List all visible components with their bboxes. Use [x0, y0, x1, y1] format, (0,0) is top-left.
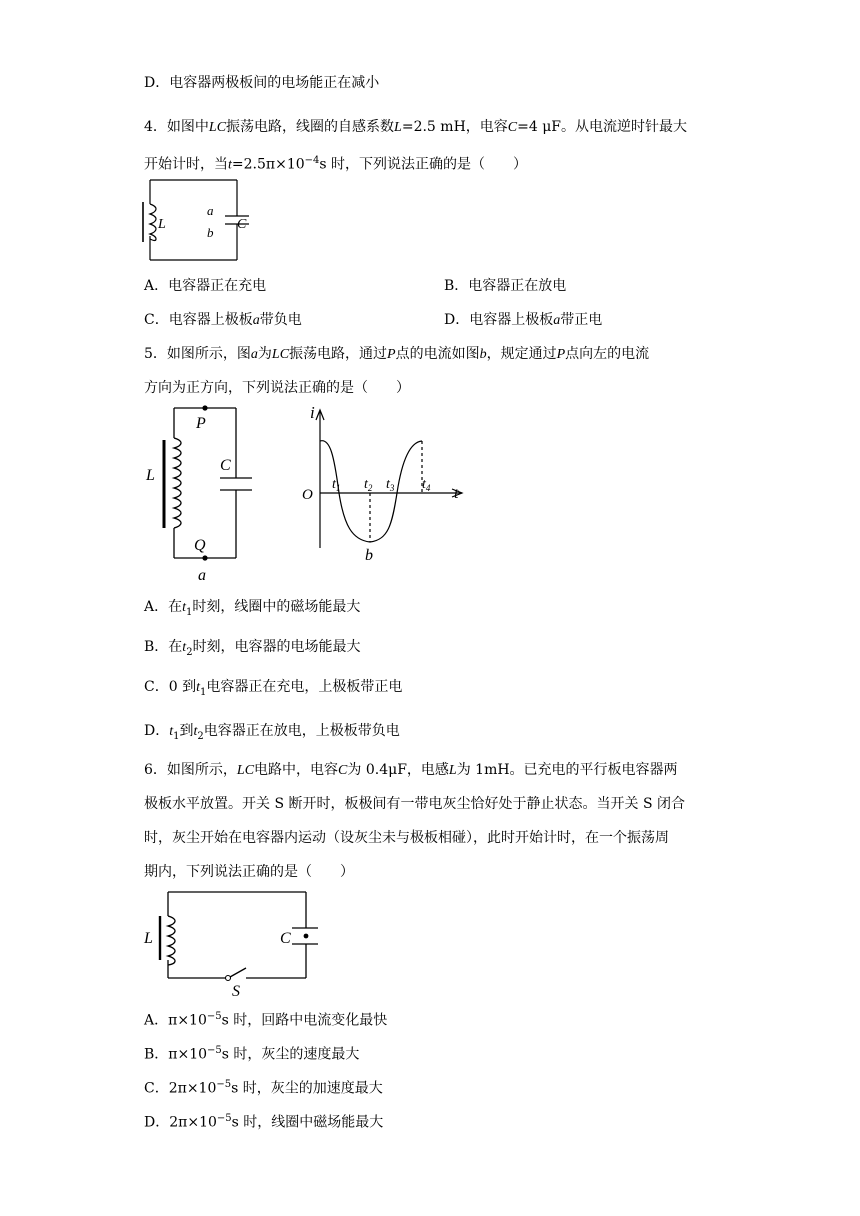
q6-option-b: B．$\pi\times 10^{-5}s$ 时，灰尘的速度最大	[144, 1045, 360, 1063]
q3-option-d: D．电容器两极板间的电场能正在减小	[144, 75, 380, 91]
q4-stem-line1: 4．如图中LC振荡电路，线圈的自感系数L=2.5 mH，电容C=4 μF。从电流逆时针最大	[144, 119, 688, 135]
q4-option-d: D．电容器上极板a带正电	[444, 312, 603, 328]
q5-option-c: C．0 到$t_1$电容器正在充电，上极板带正电	[144, 679, 403, 698]
q6-option-d: D．$2\pi\times 10^{-5}s$ 时，线圈中磁场能最大	[144, 1113, 384, 1131]
q5-fig-Q-label: Q	[194, 537, 206, 554]
q6-stem-line4: 期内，下列说法正确的是（ ）	[144, 864, 354, 880]
q5-graph-t4-label: $t_4$	[422, 477, 431, 493]
q5-graph-t2-label: $t_2$	[364, 477, 373, 493]
q4-fig-a-label: a	[207, 203, 214, 218]
q5-graph-t1-label: $t_1$	[332, 477, 341, 493]
q5-current-graph-b	[296, 400, 476, 565]
q5-fig-a-label: a	[198, 567, 206, 584]
q5-graph-i-axis-label: i	[310, 403, 315, 422]
q4-option-b: B．电容器正在放电	[444, 278, 567, 294]
q4-option-c: C．电容器上极板a带负电	[144, 312, 302, 328]
q6-fig-C-label: C	[280, 930, 291, 947]
q5-graph-t-axis-label: t	[454, 485, 459, 502]
q6-stem-line2: 极板水平放置。开关 S 断开时，板极间有一带电灰尘恰好处于静止状态。当开关 S 闭合	[144, 796, 685, 812]
q5-graph-b-label: b	[365, 547, 373, 564]
q6-option-c: C．$2\pi\times 10^{-5}s$ 时，灰尘的加速度最大	[144, 1079, 383, 1097]
q5-stem-line2: 方向为正方向，下列说法正确的是（ ）	[144, 380, 410, 396]
q6-stem-line1: 6．如图所示，LC电路中，电容C为 0.4μF，电感L为 1mH。已充电的平行板电容器两	[144, 762, 678, 778]
q5-circuit-diagram-a	[140, 400, 260, 585]
q5-fig-C-label: C	[220, 457, 231, 474]
q4-fig-C-label: C	[237, 217, 247, 232]
q4-fig-L-label: L	[158, 217, 166, 232]
q5-fig-P-label: P	[196, 415, 206, 432]
q6-fig-S-label: S	[232, 983, 240, 1000]
q5-fig-L-label: L	[146, 467, 155, 484]
q4-option-a: A．电容器正在充电	[144, 278, 267, 294]
q5-stem-line1: 5．如图所示，图a为LC振荡电路，通过P点的电流如图b，规定通过P点向左的电流	[144, 346, 650, 362]
q6-circuit-diagram	[140, 886, 320, 998]
q6-fig-L-label: L	[144, 930, 153, 947]
q4-stem-line2: 开始计时，当$t=2.5\pi\times 10^{-4}s$ 时，下列说法正确的是（ ）	[144, 155, 528, 173]
q6-option-a: A．$\pi\times 10^{-5}s$ 时，回路中电流变化最快	[144, 1011, 388, 1029]
q5-option-d: D．$t_1$到$t_2$电容器正在放电，上极板带负电	[144, 723, 400, 742]
q4-circuit-diagram	[140, 178, 250, 264]
q5-option-b: B．在$t_2$时刻，电容器的电场能最大	[144, 639, 361, 658]
q5-graph-origin-label: O	[302, 487, 313, 503]
q5-option-a: A．在$t_1$时刻，线圈中的磁场能最大	[144, 599, 361, 618]
q6-stem-line3: 时，灰尘开始在电容器内运动（设灰尘未与极板相碰），此时开始计时，在一个振荡周	[144, 830, 669, 846]
q4-fig-b-label: b	[207, 225, 214, 240]
q5-graph-t3-label: $t_3$	[386, 477, 395, 493]
